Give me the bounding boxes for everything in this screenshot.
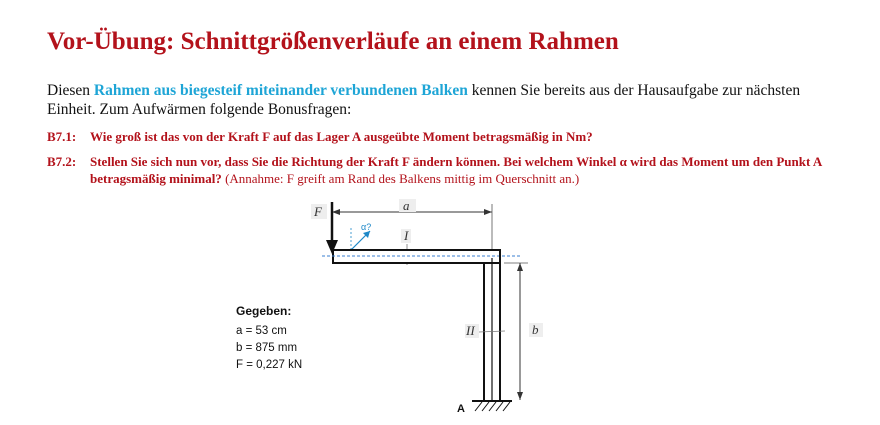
page-title: Vor-Übung: Schnittgrößenverläufe an einem Rahmen [47,28,619,55]
support-a [457,401,512,415]
label-support-a: A [457,403,465,415]
label-section-ii: II [466,323,475,338]
question-number: B7.1: [47,129,77,144]
angle-alpha [351,222,371,250]
label-section-i: I [404,228,409,243]
question-text: Wie groß ist das von der Kraft F auf das Lager A ausgeübte Moment betragsmäßig in Nm? [90,129,593,144]
given-b: b = 875 mm [236,342,298,354]
given-heading: Gegeben: [236,304,292,318]
vertical-column [484,250,500,400]
intro-text-after: kennen Sie bereits aus der Hausaufgabe zur nächsten Einheit. Zum Aufwärmen folgende Bonusfragen: [47,82,801,118]
question-text: Stellen Sie sich nun vor, dass Sie die Richtung der Kraft F ändern können. Bei welchem Winkel α wird das Moment um den Punkt A betragsmäßig minimal? [90,154,822,186]
dimension-a [332,198,492,250]
given-a: a = 53 cm [236,325,287,337]
force-f [311,202,338,254]
label-b: b [532,322,539,337]
intro-highlight: Rahmen aus biegesteif miteinander verbundenen Balken [93,82,468,99]
given-f: F = 0,227 kN [236,359,303,371]
label-f: F [314,204,322,219]
intro-text-before: Diesen [47,82,94,99]
label-alpha: α? [361,222,372,232]
question-note: (Annahme: F greift am Rand des Balkens mittig im Querschnitt an.) [221,171,580,186]
dimension-b [504,263,543,400]
label-a: a [403,198,410,213]
question-number: B7.2: [47,154,77,169]
horizontal-beam [322,250,520,263]
